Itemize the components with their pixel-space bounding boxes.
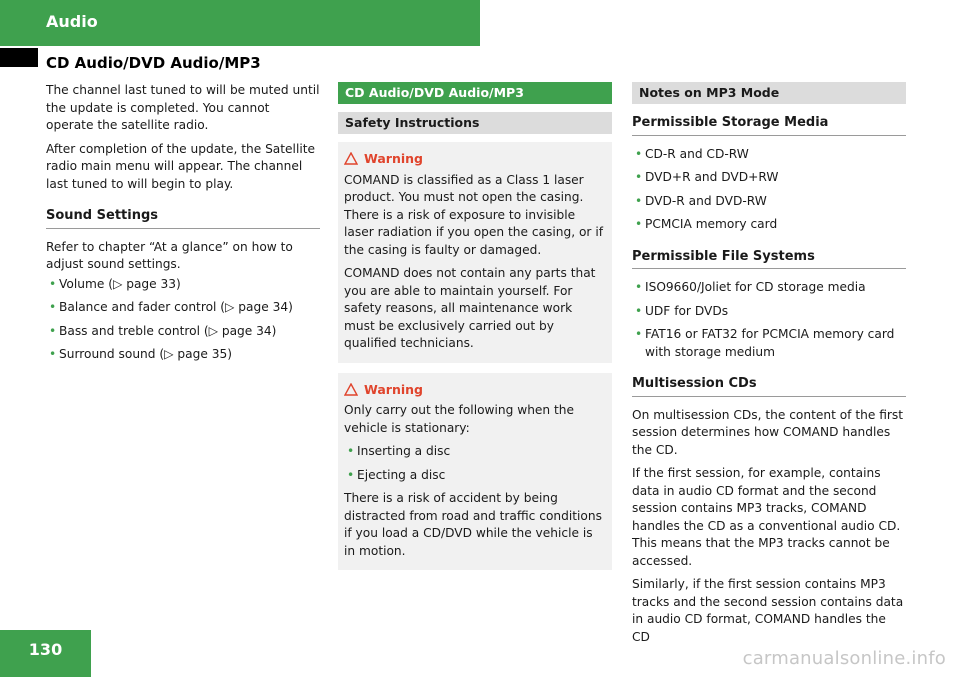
bullet-icon: •: [635, 217, 643, 231]
list-item: • DVD-R and DVD-RW: [632, 193, 906, 211]
paragraph: Similarly, if the first session contains MP3 tracks and the second session contains data in audio CD format, COMAND handles the CD: [632, 577, 904, 644]
paragraph: There is a risk of accident by being distracted from road and traffic conditions if you load a CD/DVD while the vehicle is in motion.: [344, 491, 602, 558]
bullet-icon: •: [635, 170, 643, 184]
list-item: • UDF for DVDs: [632, 303, 906, 321]
middle-column: [338, 82, 612, 570]
list-item: • Balance and fader control (▷ page 34): [46, 299, 320, 317]
list-item: • PCMCIA memory card: [632, 216, 906, 234]
bullet-icon: •: [347, 467, 355, 482]
paragraph: The channel last tuned to will be muted until the update is completed. You cannot operate the satellite radio.: [46, 83, 320, 132]
bullet-icon: •: [635, 193, 643, 208]
list-item: • Ejecting a disc: [344, 467, 606, 485]
list-item: • CD-R and CD-RW: [632, 146, 906, 164]
bullet-icon: •: [635, 327, 643, 341]
storage-media-heading: Permissible Storage Media: [632, 114, 906, 136]
list-item: • ISO9660/Joliet for CD storage media: [632, 279, 906, 297]
paragraph: Only carry out the following when the vehicle is stationary:: [344, 403, 575, 435]
multisession-heading: Multisession CDs: [632, 375, 906, 397]
warning-box-stationary: [338, 373, 612, 571]
watermark: carmanualsonline.info: [742, 648, 946, 669]
list-item: • FAT16 or FAT32 for PCMCIA memory card with storage medium: [635, 327, 895, 359]
bullet-icon: •: [635, 146, 643, 161]
paragraph: Refer to chapter “At a glance” on how to adjust sound settings.: [46, 239, 293, 271]
mp3-notes-banner: Notes on MP3 Mode: [632, 82, 906, 104]
paragraph: COMAND does not contain any parts that you are able to maintain yourself. For safety reasons, all maintenance work must be exclusively carried out by qualified technicians.: [344, 266, 596, 350]
warning-label: Warning: [364, 381, 423, 397]
list-item: • DVD+R and DVD+RW: [632, 169, 906, 187]
stationary-actions-list: [344, 443, 606, 484]
right-column: [632, 82, 906, 652]
paragraph: After completion of the update, the Satellite radio main menu will appear. The channel last tuned to will begin to play.: [46, 141, 315, 191]
warning-triangle-icon: [344, 383, 358, 396]
bullet-icon: •: [49, 276, 57, 291]
bullet-icon: •: [49, 323, 57, 338]
file-systems-heading: Permissible File Systems: [632, 248, 906, 270]
section-title: CD Audio/DVD Audio/MP3: [46, 54, 261, 72]
list-item: • Surround sound (▷ page 35): [46, 346, 320, 364]
warning-header: [344, 150, 606, 168]
bullet-icon: •: [49, 347, 57, 361]
paragraph: If the first session, for example, contains data in audio CD format and the second session contains MP3 tracks, COMAND handles the CD as a conventional audio CD. This means that the MP3 tracks cannot be accessed.: [632, 466, 901, 568]
chapter-title: Audio: [46, 12, 98, 31]
safety-instructions-heading: Safety Instructions: [338, 112, 612, 134]
paragraph: On multisession CDs, the content of the first session determines how COMAND handles the CD.: [632, 407, 904, 457]
cd-audio-banner: CD Audio/DVD Audio/MP3: [338, 82, 612, 104]
bullet-icon: •: [635, 303, 643, 318]
section-marker: [0, 48, 38, 67]
bullet-icon: •: [347, 444, 355, 458]
list-item: • Volume (▷ page 33): [46, 276, 320, 294]
list-item: • Bass and treble control (▷ page 34): [46, 323, 320, 341]
storage-media-list: [632, 146, 906, 234]
page-number: 130: [28, 640, 63, 659]
warning-box-laser: [338, 142, 612, 363]
bullet-icon: •: [49, 300, 57, 314]
paragraph: COMAND is classified as a Class 1 laser product. You must not open the casing. There is a risk of exposure to invisible laser radiation if you open the casing, or if the casing is faulty or damaged.: [344, 172, 603, 257]
list-item: • Inserting a disc: [344, 443, 606, 461]
warning-label: Warning: [364, 151, 423, 166]
warning-triangle-icon: [344, 152, 358, 165]
bullet-icon: •: [635, 280, 643, 294]
sound-settings-list: [46, 276, 320, 364]
file-systems-list: [632, 279, 906, 361]
warning-header: [344, 381, 606, 399]
sound-settings-heading: Sound Settings: [46, 207, 320, 229]
left-column: [46, 82, 320, 370]
